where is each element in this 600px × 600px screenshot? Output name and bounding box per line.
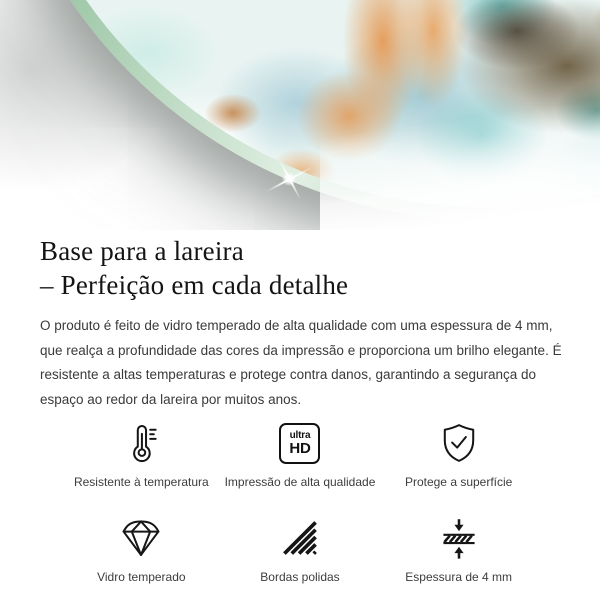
content-section [0, 234, 600, 584]
feature-tempered-glass [62, 515, 221, 584]
feature-label: Impressão de alta qualidade [224, 475, 376, 489]
feature-temperature [62, 420, 221, 489]
diamond-icon [119, 515, 163, 561]
feature-label: Vidro temperado [97, 570, 186, 584]
shield-check-icon [437, 420, 481, 466]
thickness-icon [437, 515, 481, 561]
features-grid [40, 420, 560, 584]
feature-label: Resistente à temperatura [73, 475, 209, 489]
product-description: O produto é feito de vidro temperado de alta qualidade com uma espessura de 4 mm, que realça a profundidade das cores da impressão e proporciona um brilho elegante. É resistente a altas temperaturas e protege contra danos, garantindo a segurança do espaço ao redor da lareira por muitos anos. [40, 318, 562, 407]
feature-label: Espessura de 4 mm [405, 570, 513, 584]
feature-polished-edges [221, 515, 380, 584]
thermometer-icon [119, 420, 163, 466]
polished-edges-icon [278, 515, 322, 561]
feature-surface-protection [379, 420, 538, 489]
feature-print-quality [221, 420, 380, 489]
hd-label: HD [289, 439, 311, 457]
product-image [0, 0, 600, 230]
feature-label: Protege a superfície [404, 475, 513, 489]
feature-label: Bordas polidas [260, 570, 340, 584]
page-title: Base para a lareira – Perfeição em cada detalhe [40, 236, 349, 300]
ultra-hd-icon [279, 420, 320, 466]
image-fade [320, 100, 600, 230]
ultra-label: ultra [289, 429, 311, 441]
feature-thickness [379, 515, 538, 584]
